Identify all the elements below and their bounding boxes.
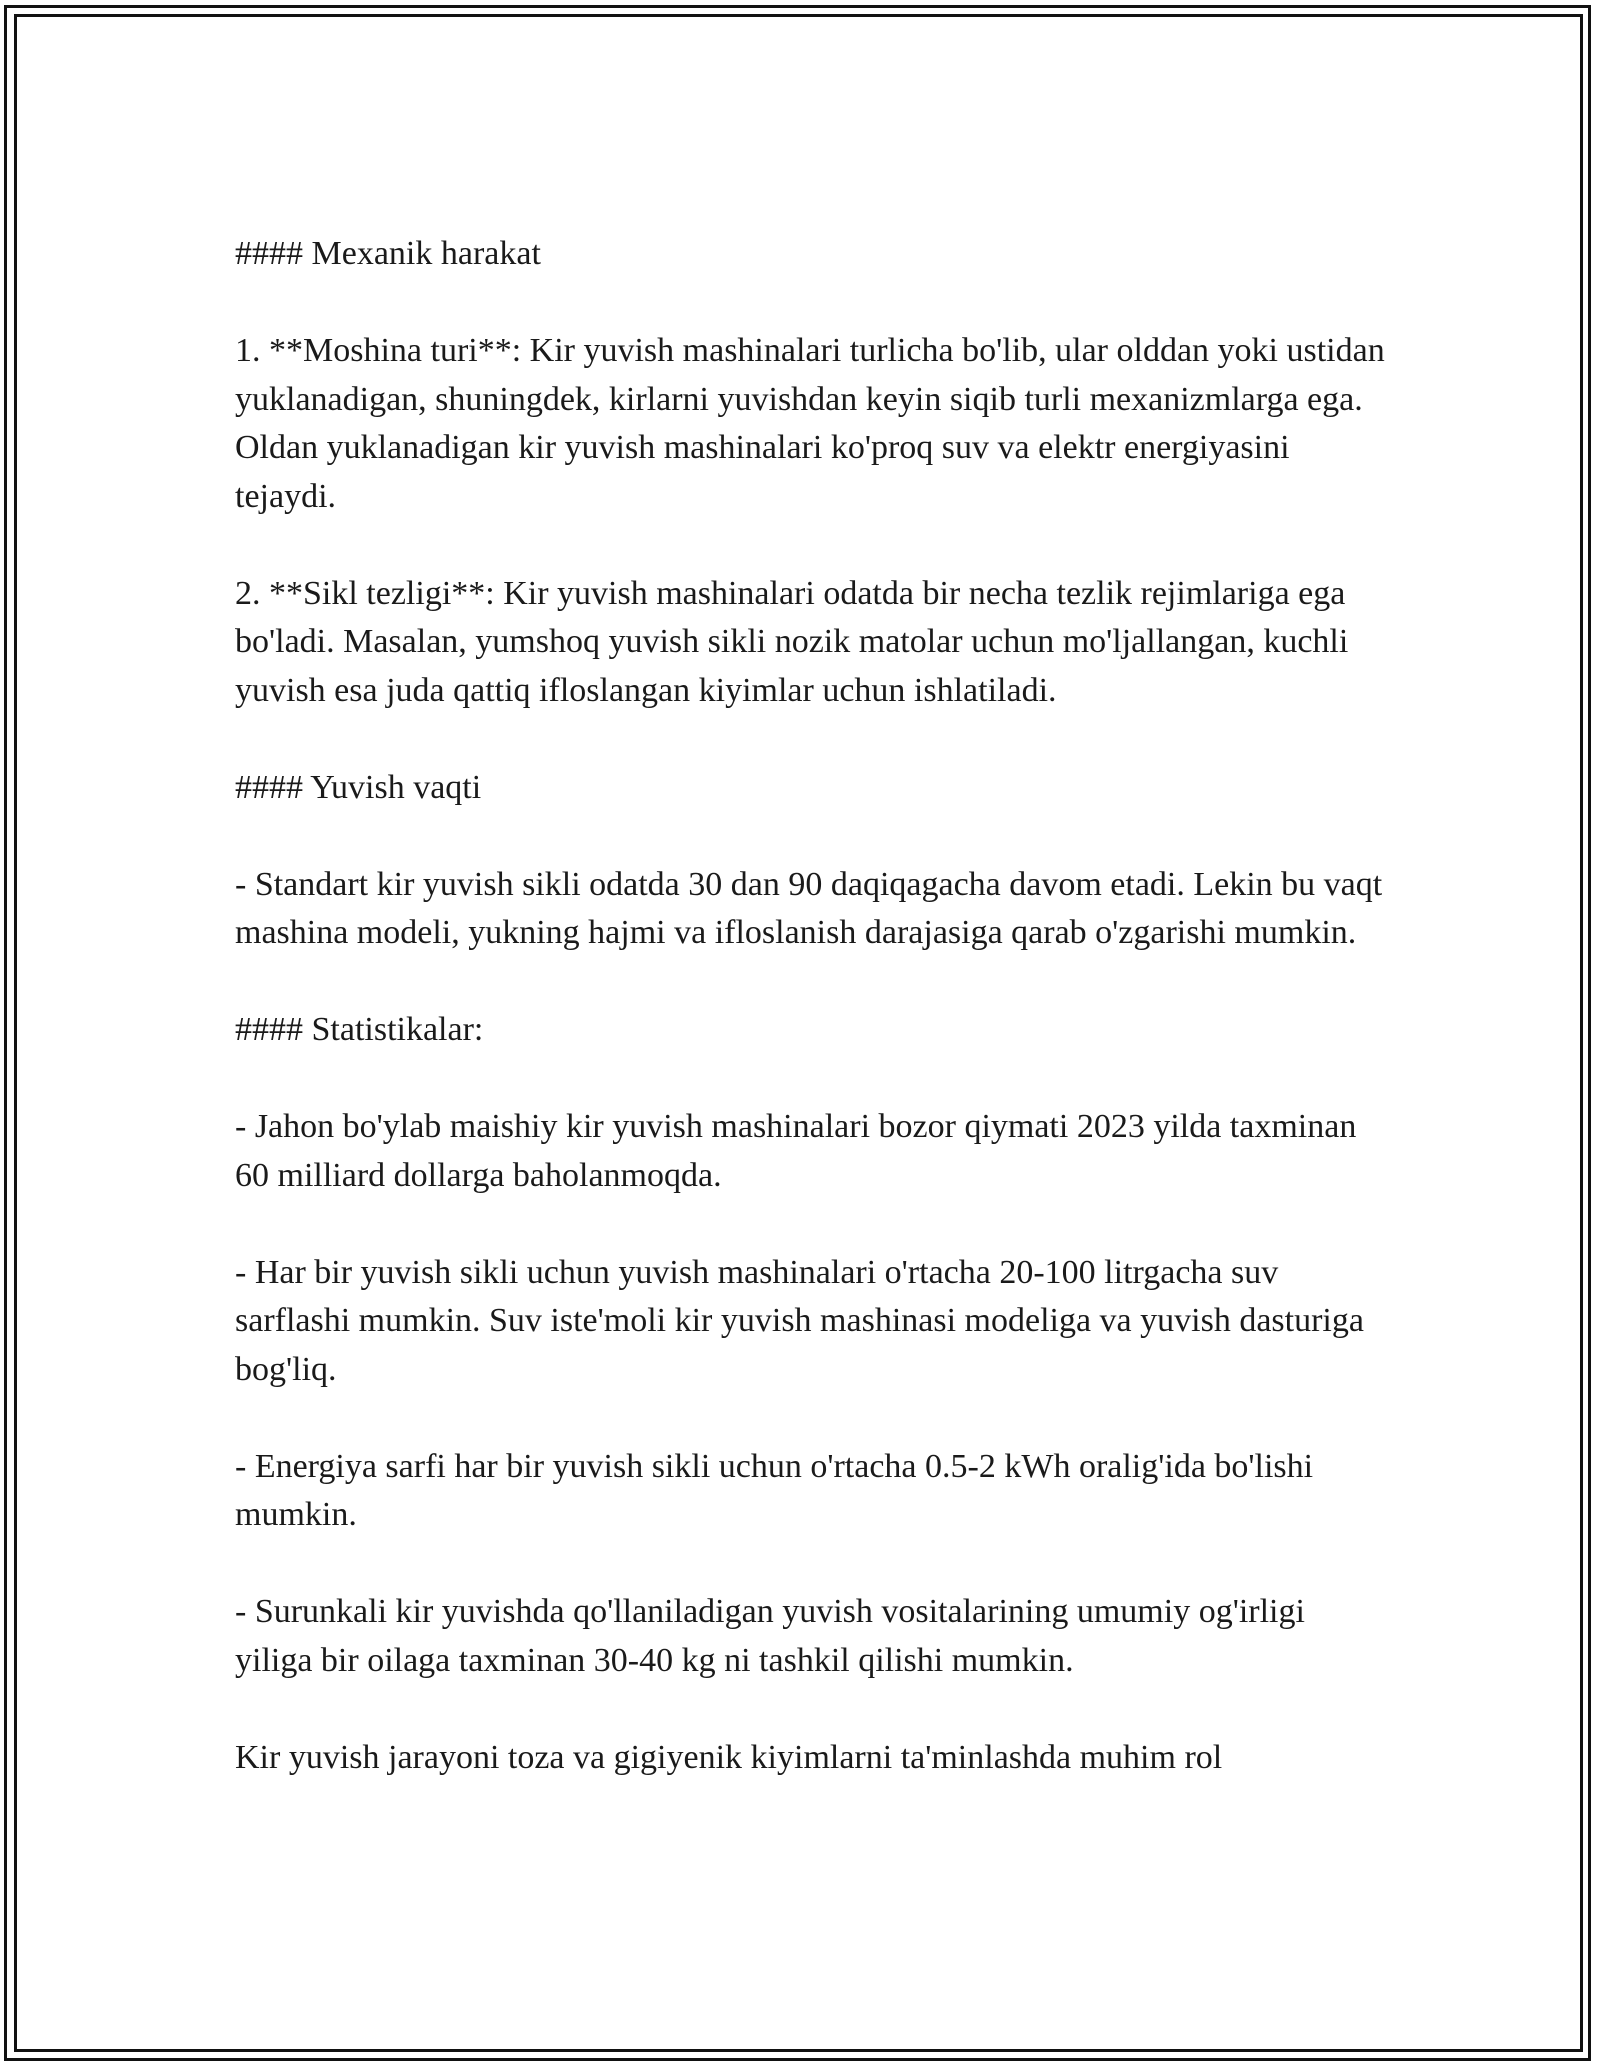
document-body bbox=[235, 230, 1385, 1782]
list-item-machine-type: 1. **Moshina turi**: Kir yuvish mashinalari turlicha bo'lib, ular olddan yoki ustidan yuklanadigan, shuningdek, kirlarni yuvishdan keyin siqib turli mexanizmlarga ega. Oldan yuklanadigan kir yuvish mashinalari ko'proq suv va elektr energiyasini tejaydi. bbox=[235, 332, 1385, 515]
stat-water-usage: - Har bir yuvish sikli uchun yuvish mashinalari o'rtacha 20-100 litrgacha suv sarflashi mumkin. Suv iste'moli kir yuvish mashinasi modeliga va yuvish dasturiga bog'liq. bbox=[235, 1253, 1364, 1388]
heading-wash-time: #### Yuvish vaqti bbox=[235, 768, 482, 806]
closing-paragraph: Kir yuvish jarayoni toza va gigiyenik kiyimlarni ta'minlashda muhim rol bbox=[235, 1738, 1223, 1776]
stat-market-value: - Jahon bo'ylab maishiy kir yuvish mashinalari bozor qiymati 2023 yilda taxminan 60 milliard dollarga baholanmoqda. bbox=[235, 1108, 1357, 1194]
heading-mechanical: #### Mexanik harakat bbox=[235, 235, 541, 272]
stat-detergent-weight: - Surunkali kir yuvishda qo'llaniladigan yuvish vositalarining umumiy og'irligi yiliga bir oilaga taxminan 30-40 kg ni tashkil qilishi mumkin. bbox=[235, 1593, 1305, 1679]
wash-time-bullet: - Standart kir yuvish sikli odatda 30 dan 90 daqiqagacha davom etadi. Lekin bu vaqt mashina modeli, yukning hajmi va ifloslanish darajasiga qarab o'zgarishi mumkin. bbox=[235, 865, 1383, 951]
list-item-cycle-speed: 2. **Sikl tezligi**: Kir yuvish mashinalari odatda bir necha tezlik rejimlariga ega bo'ladi. Masalan, yumshoq yuvish sikli nozik matolar uchun mo'ljallangan, kuchli yuvish esa juda qattiq ifloslangan kiyimlar uchun ishlatiladi. bbox=[235, 574, 1349, 709]
stat-energy-usage: - Energiya sarfi har bir yuvish sikli uchun o'rtacha 0.5-2 kWh oralig'ida bo'lishi mumkin. bbox=[235, 1447, 1314, 1533]
heading-statistics: #### Statistikalar: bbox=[235, 1011, 484, 1048]
